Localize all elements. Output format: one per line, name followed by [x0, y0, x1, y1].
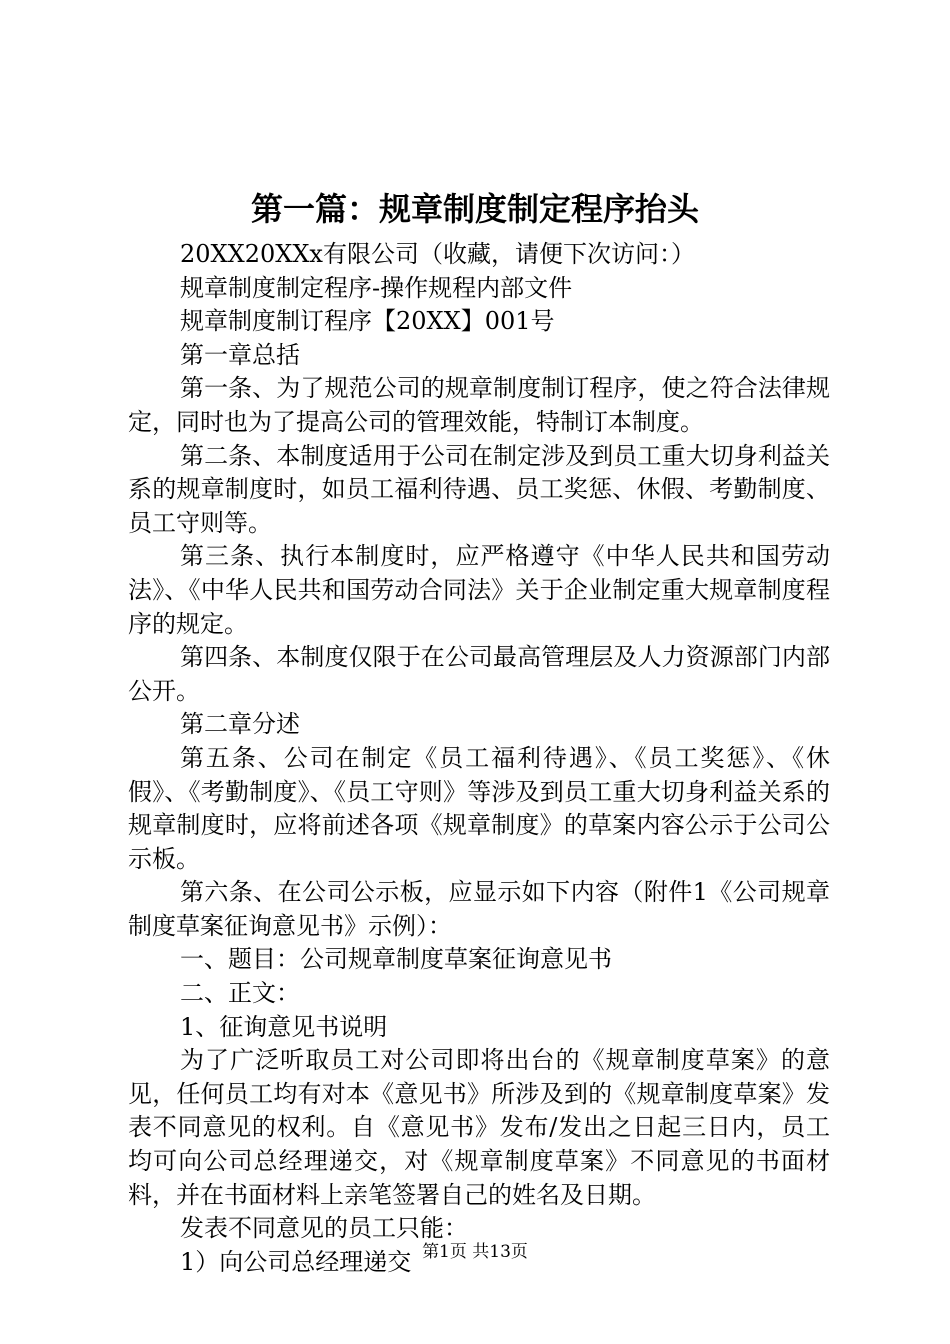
paragraph: 20XX20XXx有限公司（收藏，请便下次访问：）	[180, 240, 695, 268]
document-title: 第一篇：规章制度制定程序抬头	[250, 190, 699, 228]
paragraph: 为了广泛听取员工对公司即将出台的《规章制度草案》的意见，任何员工均有对本《意见书》所涉及到的《规章制度草案》发表不同意见的权利。自《意见书》发布/发出之日起三日内，员工均可向公司总经理递交，对《规章制度草案》不同意见的书面材料，并在书面材料上亲笔签署自己的姓名及日期。	[128, 1046, 830, 1209]
paragraph: 规章制度制订程序【20XX】001号	[180, 307, 555, 336]
page-number-footer: 第1页 共13页	[422, 1242, 528, 1262]
paragraph: 第六条、在公司公示板，应显示如下内容（附件1《公司规章制度草案征询意见书》示例）：	[128, 878, 830, 940]
chapter-heading: 第二章分述	[180, 710, 300, 739]
chapter-heading: 第一章总括	[180, 340, 300, 369]
paragraph: 第二条、本制度适用于公司在制定涉及到员工重大切身利益关系的规章制度时，如员工福利待遇、员工奖惩、休假、考勤制度、员工守则等。	[128, 441, 830, 537]
document-body	[128, 238, 830, 1279]
paragraph: 一、题目：公司规章制度草案征询意见书	[180, 945, 612, 974]
paragraph: 发表不同意见的员工只能：	[180, 1214, 468, 1243]
paragraph: 第四条、本制度仅限于在公司最高管理层及人力资源部门内部公开。	[128, 643, 830, 705]
paragraph: 二、正文：	[180, 979, 300, 1008]
paragraph: 第五条、公司在制定《员工福利待遇》、《员工奖惩》、《休假》、《考勤制度》、《员工守则》等涉及到员工重大切身利益关系的规章制度时，应将前述各项《规章制度》的草案内容公示于公司公示板。	[128, 743, 830, 873]
paragraph: 1）向公司总经理递交	[180, 1247, 412, 1276]
paragraph: 第一条、为了规范公司的规章制度制订程序，使之符合法律规定，同时也为了提高公司的管理效能，特制订本制度。	[128, 374, 830, 436]
paragraph: 规章制度制定程序-操作规程内部文件	[180, 273, 573, 302]
paragraph: 第三条、执行本制度时，应严格遵守《中华人民共和国劳动法》、《中华人民共和国劳动合同法》关于企业制定重大规章制度程序的规定。	[128, 542, 830, 638]
paragraph: 1、征询意见书说明	[180, 1012, 388, 1041]
